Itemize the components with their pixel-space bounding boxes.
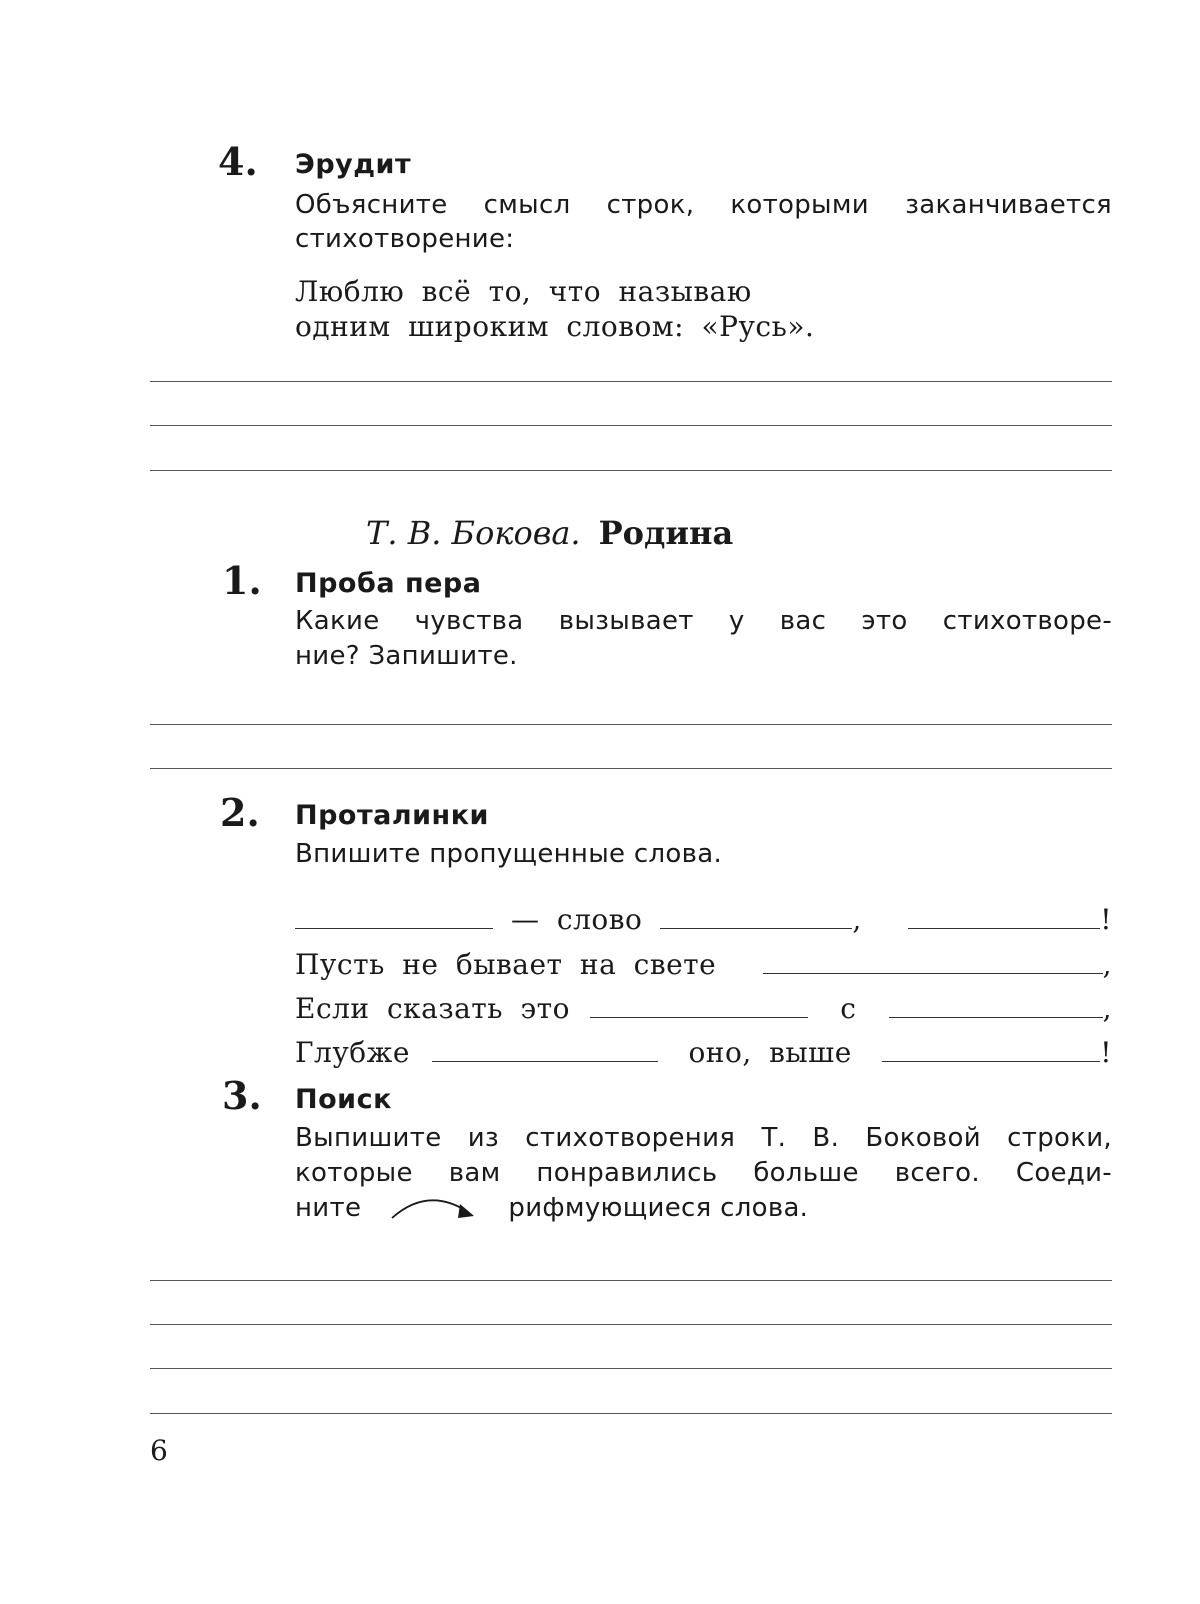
task3-text-line2: которые вам понравились больше всего. Соеди- (295, 1158, 1112, 1188)
task1-text-line1: Какие чувства вызывает у вас это стихотворе- (295, 606, 1112, 636)
answer-line[interactable] (150, 768, 1112, 769)
task4-number: 4. (218, 139, 258, 184)
poem-punct: , (1102, 948, 1112, 981)
answer-line[interactable] (150, 1368, 1112, 1369)
poem-text: Глубже (295, 1036, 410, 1069)
answer-line[interactable] (150, 425, 1112, 426)
task3-text-line1: Выпишите из стихотворения Т. В. Боковой строки, (295, 1123, 1112, 1153)
blank-field[interactable] (660, 906, 852, 929)
answer-line[interactable] (150, 470, 1112, 471)
poem-punct: ! (1100, 903, 1112, 936)
poem-title (366, 514, 733, 552)
task3-heading: Поиск (295, 1084, 392, 1115)
poem-punct: , (1102, 992, 1113, 1025)
poem-name: Родина (598, 514, 734, 552)
task4-heading: Эрудит (295, 149, 412, 180)
poem-text: — слово (511, 903, 643, 936)
answer-line[interactable] (150, 1280, 1112, 1281)
task3-text-line3 (295, 1190, 808, 1225)
poem-line-2 (295, 948, 1112, 982)
task2-heading: Проталинки (295, 800, 489, 831)
poem-text: Если сказать это (295, 992, 570, 1025)
answer-line[interactable] (150, 1324, 1112, 1325)
poem-text: Пусть не бывает на свете (295, 948, 717, 981)
answer-line[interactable] (150, 1413, 1112, 1414)
task4-quote-line2: одним широким словом: «Русь». (295, 310, 815, 343)
task4-text-line2: стихотворение: (295, 224, 515, 254)
poem-line-3 (295, 992, 1112, 1026)
task4-quote-line1: Люблю всё то, что называю (295, 275, 752, 308)
poem-punct: , (852, 903, 862, 936)
task2-instruction: Впишите пропущенные слова. (295, 839, 723, 869)
poem-line-1 (295, 903, 1112, 937)
blank-field[interactable] (882, 1039, 1100, 1062)
task1-heading: Проба пера (295, 568, 482, 599)
answer-line[interactable] (150, 724, 1112, 725)
blank-field[interactable] (432, 1039, 658, 1062)
task2-number: 2. (220, 790, 260, 835)
blank-field[interactable] (763, 951, 1103, 974)
task3-number: 3. (222, 1073, 262, 1118)
poem-text: с (840, 992, 857, 1025)
curved-arrow-icon (388, 1190, 484, 1224)
page-number: 6 (150, 1434, 168, 1467)
task1-text-line2: ние? Запишите. (295, 641, 518, 671)
blank-field[interactable] (590, 995, 808, 1018)
task3-text-end: рифмующиеся слова. (508, 1193, 809, 1223)
blank-field[interactable] (908, 906, 1100, 929)
poem-author: Т. В. Бокова. (366, 514, 581, 552)
poem-text: оно, выше (688, 1036, 852, 1069)
answer-line[interactable] (150, 381, 1112, 382)
task1-number: 1. (222, 558, 262, 603)
poem-punct: ! (1100, 1036, 1112, 1069)
task4-text-line1: Объясните смысл строк, которыми заканчивается (295, 190, 1112, 220)
poem-line-4 (295, 1036, 1112, 1070)
task3-text-start: ните (295, 1193, 362, 1223)
blank-field[interactable] (295, 906, 493, 929)
blank-field[interactable] (889, 995, 1103, 1018)
